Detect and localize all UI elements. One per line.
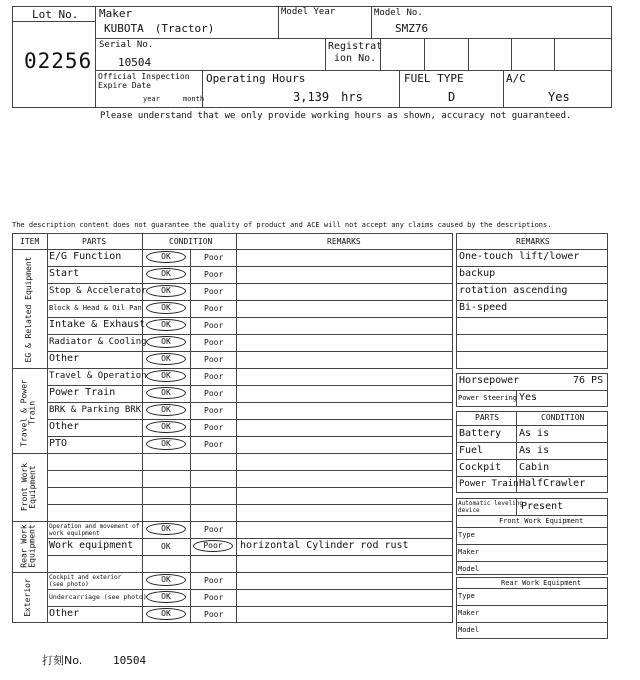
cond-ok-circled: OK (146, 608, 186, 620)
cond-ok: OK (161, 542, 171, 551)
part-eg-other: Other (49, 353, 80, 364)
cond-poor: Poor (204, 304, 224, 313)
part-brk-parking: BRK & Parking BRK (49, 405, 142, 415)
cond-ok-circled: OK (146, 404, 186, 416)
cond-ok-circled: OK (146, 523, 186, 535)
power-steering-value: Yes (519, 392, 538, 403)
cond-ok-circled: OK (146, 268, 186, 280)
section-travel-label (21, 371, 39, 456)
cond-ok-circled: OK (146, 285, 186, 297)
fuel-type-value: D (448, 90, 456, 104)
cond-poor: Poor (204, 576, 224, 585)
horsepower-label: Horsepower (459, 375, 520, 386)
right-remarks-header: REMARKS (516, 237, 550, 246)
model-no-value: SMZ76 (395, 22, 429, 35)
disclaimer: The description content does not guarantee the quality of product and ACE will not accept any claims caused by the descriptions. (12, 221, 552, 229)
ac-value: Yes (548, 90, 570, 104)
fuel-label: Fuel (459, 445, 484, 456)
auto-leveling-value: Present (521, 501, 564, 512)
section-front-label-2: Equipment (28, 465, 38, 509)
front-work-title: Front Work Equipment (499, 517, 584, 525)
cond-poor: Poor (204, 355, 224, 364)
item-header: ITEM (20, 237, 40, 246)
stamp-label: 打刻No. (42, 654, 83, 667)
inspection-label-1: Official Inspection (98, 72, 190, 81)
right-parts-header: PARTS (475, 413, 500, 422)
cond-poor: Poor (204, 525, 224, 534)
cond-ok-circled: OK (146, 251, 186, 263)
parts-header: PARTS (82, 237, 107, 246)
cond-poor: Poor (204, 338, 224, 347)
operating-hours-label: Operating Hours (206, 72, 306, 85)
stamp-value: 10504 (113, 654, 147, 667)
section-rear-label-1: Rear Work (19, 524, 29, 568)
condition-header: CONDITION (169, 237, 213, 246)
rear-work-title: Rear Work Equipment (501, 579, 582, 587)
registration-label-1: Registrat (328, 41, 383, 52)
front-model-label: Model (458, 565, 480, 573)
remark-line: One-touch lift/lower (459, 251, 580, 262)
section-rear-label (21, 521, 39, 572)
inspection-label-2: Expire Date (98, 81, 151, 90)
operating-hours-value: 3,139 hrs (293, 90, 363, 104)
cond-poor: Poor (204, 406, 224, 415)
year-label: year (143, 95, 160, 103)
cond-ok-circled: OK (146, 353, 186, 365)
front-maker-label: Maker (458, 548, 480, 556)
remark-line: rotation ascending (459, 285, 568, 296)
cond-poor: Poor (204, 593, 224, 602)
hours-notice: Please understand that we only provide working hours as shown, accuracy not guaranteed. (100, 111, 572, 121)
remark-line: backup (459, 268, 496, 279)
model-year-label: Model Year (281, 7, 336, 17)
cockpit-label: Cockpit (459, 462, 502, 473)
rear-model-label: Model (458, 626, 480, 634)
part-cockpit-exterior: Cockpit and exterior (see photo) (49, 574, 122, 588)
cond-ok-circled: OK (146, 421, 186, 433)
part-work-equipment: Work equipment (49, 540, 134, 551)
serial-label: Serial No. (99, 40, 154, 50)
remark-work-equipment: horizontal Cylinder rod rust (240, 540, 409, 551)
section-travel-label-2: Train (27, 400, 37, 426)
cond-poor: Poor (204, 610, 224, 619)
cond-ok-circled: OK (146, 574, 186, 586)
cond-ok-circled: OK (146, 387, 186, 399)
cond-poor: Poor (204, 389, 224, 398)
cond-poor: Poor (204, 321, 224, 330)
battery-value: As is (519, 428, 550, 439)
part-travel-other: Other (49, 421, 80, 432)
registration-label-2: ion No. (334, 53, 377, 64)
auto-leveling-label-2: device (458, 507, 480, 514)
cond-poor: Poor (204, 270, 224, 279)
maker-value: KUBOTA (Tractor) (104, 22, 215, 35)
lot-number: 02256 (24, 49, 93, 73)
horsepower-value: 76 PS (573, 375, 604, 386)
ac-label: A/C (506, 72, 526, 85)
cond-poor: Poor (204, 287, 224, 296)
section-eg-label: EG & Related Equipment (24, 256, 33, 363)
part-operation-movement: Operation and movement of work equipment (49, 523, 140, 537)
part-block-head: Block & Head & Oil Pan (49, 304, 142, 312)
part-radiator: Radiator & Cooling (49, 337, 147, 347)
section-rear-label-2: Equipment (27, 524, 37, 568)
part-travel-operation: Travel & Operation (49, 371, 147, 381)
rear-type-label: Type (458, 592, 475, 600)
cond-ok-circled: OK (146, 302, 186, 314)
part-stop-accelerator: Stop & Accelerator (49, 286, 147, 296)
section-travel-label-1: Travel & Power (19, 379, 29, 447)
model-no-label: Model No. (374, 8, 423, 18)
cond-poor: Poor (204, 423, 224, 432)
part-pto: PTO (49, 438, 68, 449)
section-exterior-label: Exterior (23, 578, 32, 617)
fuel-value: As is (519, 445, 550, 456)
front-type-label: Type (458, 531, 475, 539)
cond-ok-circled: OK (146, 319, 186, 331)
cond-ok-circled: OK (146, 370, 186, 382)
part-undercarriage: Undercarriage (see photo) (49, 593, 147, 601)
part-intake-exhaust: Intake & Exhaust (49, 319, 146, 330)
auto-leveling-label-1: Automatic leveling (458, 500, 524, 507)
cond-poor: Poor (204, 253, 224, 262)
remark-line: Bi-speed (459, 302, 508, 313)
cond-ok-circled: OK (146, 591, 186, 603)
part-eg-function: E/G Function (49, 251, 122, 262)
part-exterior-other: Other (49, 608, 80, 619)
rear-maker-label: Maker (458, 609, 480, 617)
power-steering-label: Power Steering (458, 394, 518, 402)
part-power-train: Power Train (49, 387, 116, 398)
month-label: month (183, 95, 205, 103)
right-condition-header: CONDITION (541, 413, 585, 422)
maker-label: Maker (99, 7, 133, 20)
cond-poor: Poor (204, 440, 224, 449)
part-start: Start (49, 268, 80, 279)
cond-ok-circled: OK (146, 438, 186, 450)
remarks-header: REMARKS (327, 237, 361, 246)
battery-label: Battery (459, 428, 502, 439)
section-front-label (21, 453, 39, 521)
cond-poor: Poor (204, 372, 224, 381)
power-train-label: Power Train (459, 479, 519, 489)
cond-poor-circled: Poor (193, 540, 233, 552)
section-front-label-1: Front Work (20, 462, 29, 512)
lot-label: Lot No. (32, 8, 79, 21)
cond-ok-circled: OK (146, 336, 186, 348)
cockpit-value: Cabin (519, 462, 550, 473)
serial-value: 10504 (118, 56, 152, 69)
power-train-value: HalfCrawler (519, 478, 586, 489)
fuel-type-label: FUEL TYPE (404, 72, 464, 85)
